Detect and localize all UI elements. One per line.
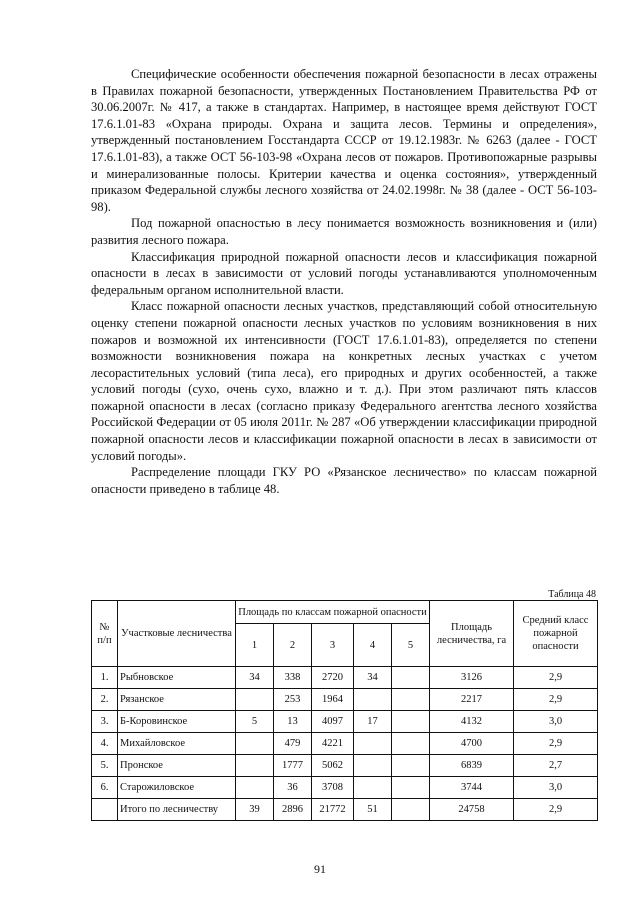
row-class-5 <box>392 711 430 733</box>
header-total-area: Площадь лесничества, га <box>430 601 514 667</box>
table-total-row <box>92 799 598 821</box>
total-class-1: 39 <box>236 799 274 821</box>
row-num: 2. <box>92 689 118 711</box>
row-class-4: 17 <box>354 711 392 733</box>
row-num: 4. <box>92 733 118 755</box>
row-class-3: 4097 <box>312 711 354 733</box>
row-class-3: 4221 <box>312 733 354 755</box>
row-avg: 3,0 <box>514 711 598 733</box>
row-avg: 2,7 <box>514 755 598 777</box>
row-avg: 2,9 <box>514 733 598 755</box>
total-class-4: 51 <box>354 799 392 821</box>
row-num: 6. <box>92 777 118 799</box>
row-total: 3126 <box>430 667 514 689</box>
row-class-2: 479 <box>274 733 312 755</box>
row-class-2: 36 <box>274 777 312 799</box>
table-caption: Таблица 48 <box>548 589 596 600</box>
row-total: 4700 <box>430 733 514 755</box>
header-name: Участковые лесничества <box>118 601 236 667</box>
table-row <box>92 667 598 689</box>
header-class-4: 4 <box>354 624 392 667</box>
row-class-3: 2720 <box>312 667 354 689</box>
row-class-2: 253 <box>274 689 312 711</box>
body-text <box>91 66 597 497</box>
table-row <box>92 689 598 711</box>
row-class-1: 34 <box>236 667 274 689</box>
row-class-4 <box>354 755 392 777</box>
fire-danger-table <box>91 600 598 821</box>
paragraph-table-intro: Распределение площади ГКУ РО «Рязанское лесничество» по классам пожарной опасности приведено в таблице 48. <box>91 465 597 496</box>
row-class-5 <box>392 755 430 777</box>
paragraph-fire-danger-class: Класс пожарной опасности лесных участков, представляющий собой относительную оценку степени пожарной опасности лесных участков по условиям возникновения в них пожаров и возможной их интенсивности (ГОСТ 17.6.1.01-83), определяется по степени возможности возникновения пожара на конкретных лесных участках с учетом лесорастительных условий (типа леса), его природных и других особенностей, а также условий погоды (сухо, очень сухо, влажно и т. д.). При этом различают пять классов пожарной опасности в лесах (согласно приказу Федерального агентства лесного хозяйства Российской Федерации от 05 июля 2011г. № 287 «Об утверждении классификации природной пожарной опасности лесов и классификации пожарной опасности в лесах в зависимости от условий погоды». <box>91 299 597 463</box>
table-row <box>92 733 598 755</box>
row-class-2: 338 <box>274 667 312 689</box>
row-avg: 2,9 <box>514 689 598 711</box>
table-row <box>92 711 598 733</box>
row-class-1: 5 <box>236 711 274 733</box>
row-class-1 <box>236 689 274 711</box>
row-total: 3744 <box>430 777 514 799</box>
header-avg-class: Средний класс пожарной опасности <box>514 601 598 667</box>
table-row <box>92 777 598 799</box>
row-class-4: 34 <box>354 667 392 689</box>
row-class-3: 3708 <box>312 777 354 799</box>
total-class-3: 21772 <box>312 799 354 821</box>
header-area-by-class: Площадь по классам пожарной опасности <box>236 601 430 624</box>
paragraph-fire-danger-definition: Под пожарной опасностью в лесу понимается возможность возникновения и (или) развития лесного пожара. <box>91 216 597 247</box>
row-class-1 <box>236 755 274 777</box>
row-class-4 <box>354 689 392 711</box>
row-num: 1. <box>92 667 118 689</box>
row-name: Пронское <box>118 755 236 777</box>
header-class-1: 1 <box>236 624 274 667</box>
row-class-1 <box>236 733 274 755</box>
row-class-3: 5062 <box>312 755 354 777</box>
paragraph-fire-safety-standards: Специфические особенности обеспечения пожарной безопасности в лесах отражены в Правилах пожарной безопасности, утвержденных Постановлением Правительства РФ от 30.06.2007г. № 417, а также в стандартах. Например, в настоящее время действуют ГОСТ 17.6.1.01-83 «Охрана природы. Охрана и защита лесов. Термины и определения», утвержденный постановлением Госстандарта СССР от 19.12.1983г. № 6263 (далее - ГОСТ 17.6.1.01-83), а также ОСТ 56-103-98 «Охрана лесов от пожаров. Противопожарные разрывы и минерализованные полосы. Критерии качества и оценка состояния», утвержденный приказом Федеральной службы лесного хозяйства от 24.02.1998г. № 38 (далее - ОСТ 56-103-98). <box>91 67 597 214</box>
row-total: 2217 <box>430 689 514 711</box>
total-area: 24758 <box>430 799 514 821</box>
row-class-2: 1777 <box>274 755 312 777</box>
row-name: Рыбновское <box>118 667 236 689</box>
total-avg: 2,9 <box>514 799 598 821</box>
row-class-5 <box>392 777 430 799</box>
header-num: № п/п <box>92 601 118 667</box>
row-name: Михайловское <box>118 733 236 755</box>
row-class-5 <box>392 689 430 711</box>
row-total: 4132 <box>430 711 514 733</box>
page-number: 91 <box>314 862 326 876</box>
row-class-3: 1964 <box>312 689 354 711</box>
row-class-5 <box>392 733 430 755</box>
row-total: 6839 <box>430 755 514 777</box>
row-name: Старожиловское <box>118 777 236 799</box>
paragraph-classification-authority: Классификация природной пожарной опасности лесов и классификация пожарной опасности в лесах в зависимости от условий погоды устанавливаются уполномоченным федеральным органом исполнительной власти. <box>91 249 597 297</box>
header-class-5: 5 <box>392 624 430 667</box>
row-num: 5. <box>92 755 118 777</box>
header-class-3: 3 <box>312 624 354 667</box>
total-class-5 <box>392 799 430 821</box>
row-name: Рязанское <box>118 689 236 711</box>
row-name: Б-Коровинское <box>118 711 236 733</box>
row-class-4 <box>354 733 392 755</box>
row-avg: 3,0 <box>514 777 598 799</box>
row-num: 3. <box>92 711 118 733</box>
header-class-2: 2 <box>274 624 312 667</box>
row-avg: 2,9 <box>514 667 598 689</box>
row-class-1 <box>236 777 274 799</box>
table-row <box>92 755 598 777</box>
row-class-2: 13 <box>274 711 312 733</box>
total-num <box>92 799 118 821</box>
total-name: Итого по лесничеству <box>118 799 236 821</box>
row-class-5 <box>392 667 430 689</box>
row-class-4 <box>354 777 392 799</box>
total-class-2: 2896 <box>274 799 312 821</box>
